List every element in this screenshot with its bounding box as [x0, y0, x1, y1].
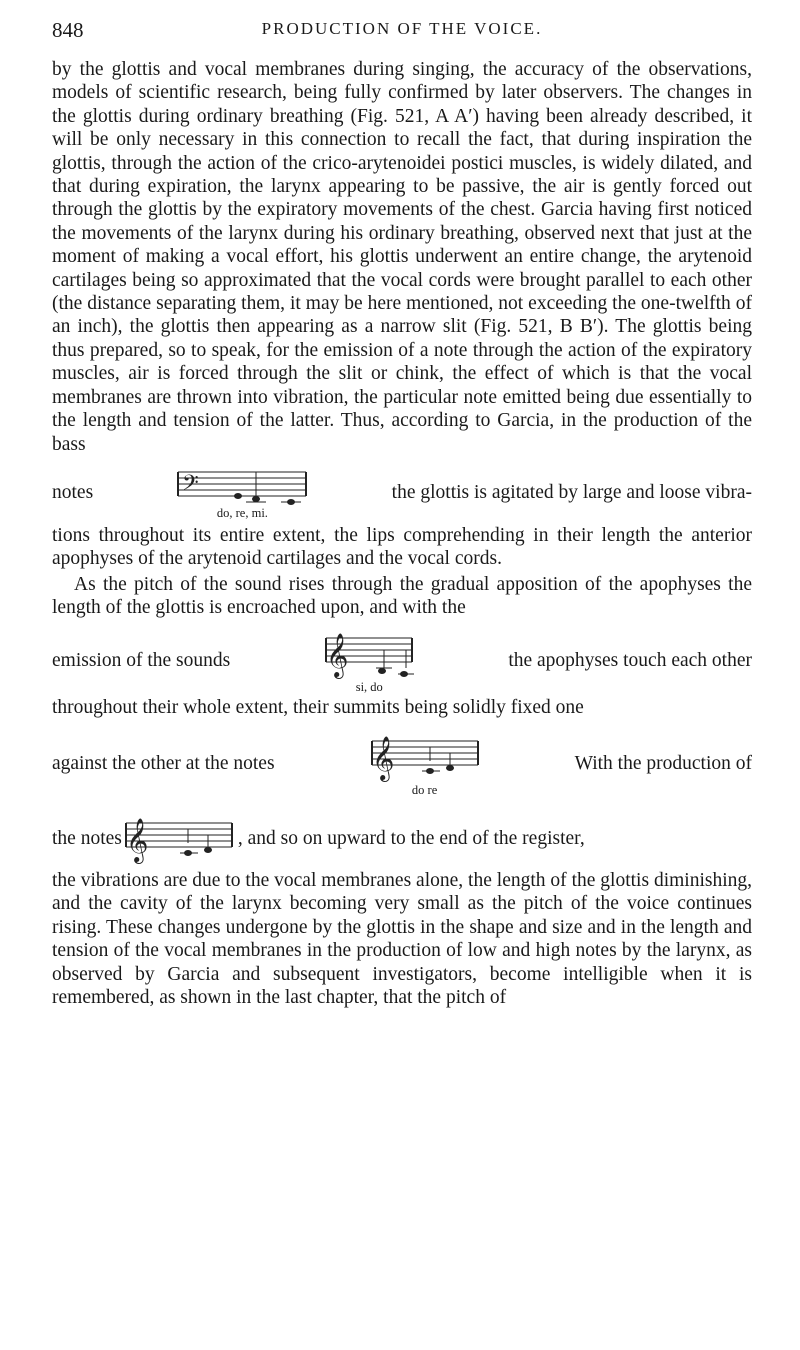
paragraph-1: by the glottis and vocal membranes during singing, the accuracy of the observations, models of scientific research, being fully confirmed by later observers. The changes in the glottis during ordinary breathing (Fig. 521, A A′) having been already described, it will be only necessary in this connection to recall the fact, that during inspiration the glottis, through the action of the crico-arytenoidei postici muscles, is widely dilated, and that during expiration, the larynx appearing to be passive, the air is gently forced out through the glottis by the expiratory movements of the chest. Garcia having first noticed the movements of the larynx during his ordinary breathing, observed next that just at the moment of making a vocal effort, his glottis underwent an entire change, the arytenoid cartilages being so approximated that the vocal cords were brought parallel to each other (the distance separating them, it may be here mentioned, not exceeding the one-twelfth of an inch), the glottis then appearing as a narrow slit (Fig. 521, B B′). The glottis being thus prepared, so to speak, for the emission of a note through the action of the expiratory muscles, air is forced through the slit or chink, the effect of which is that the vocal membranes are thrown into vibration, the particular note emitted being due essentially to the length and tension of the latter. Thus, according to Garcia, in the production of the bass — [52, 59, 752, 455]
music-example-treble-clef-3 — [124, 813, 234, 865]
music-example-treble-clef-1 — [324, 628, 414, 694]
music-line-2 — [52, 628, 752, 694]
running-head: PRODUCTION OF THE VOICE. — [261, 19, 543, 38]
paragraph-1-continuation: tions throughout its entire extent, the lips comprehending in their length the anterior apophyses of the arytenoid cartilages and the vocal cords. — [52, 524, 752, 570]
music-line-1 — [52, 466, 752, 520]
music-4-before-text: the notes — [52, 828, 122, 850]
svg-text:𝄞: 𝄞 — [125, 817, 149, 862]
music-1-syllables: do, re, mi. — [216, 505, 268, 520]
svg-text:𝄞: 𝄞 — [371, 735, 395, 780]
staff-treble-clef-3-icon — [124, 813, 234, 865]
svg-text:𝄢: 𝄢 — [182, 470, 200, 501]
music-1-after-text: the glottis is agitated by large and loose vibra- — [391, 482, 752, 504]
music-example-treble-clef-2 — [370, 731, 480, 797]
music-2-before-text: emission of the sounds — [52, 649, 231, 671]
staff-bass-clef-icon — [176, 466, 308, 506]
paragraph-2-start: As the pitch of the sound rises through the gradual apposition of the apophyses the length of the glottis is encroached upon, and with the — [52, 573, 752, 619]
page-body — [52, 58, 752, 1009]
svg-text:𝄞: 𝄞 — [326, 632, 349, 677]
music-3-after-text: With the production of — [574, 753, 752, 775]
music-3-syllables: do re — [411, 782, 438, 797]
music-1-before-text: notes — [52, 482, 94, 504]
music-4-after-text: , and so on upward to the end of the register, — [237, 828, 585, 850]
page-header — [52, 18, 752, 48]
music-example-bass-clef — [176, 466, 308, 520]
paragraph-2-end: the vibrations are due to the vocal membranes alone, the length of the glottis diminishing, and the cavity of the larynx becoming very small as the pitch of the voice continues rising. These changes undergone by the glottis in the shape and size and in the length and tension of the vocal membranes in the production of low and high notes by the larynx, as observed by Garcia and subsequent investigators, become intelligible when it is remembered, as shown in the last chapter, that the pitch of — [52, 869, 752, 1008]
paragraph-2-line: throughout their whole extent, their summits being solidly fixed one — [52, 696, 584, 718]
music-3-before-text: against the other at the notes — [52, 753, 275, 775]
page-number: 848 — [52, 18, 84, 42]
music-line-3 — [52, 731, 752, 797]
music-line-4 — [52, 813, 752, 865]
music-2-syllables: si, do — [355, 679, 383, 694]
staff-treble-clef-2-icon — [370, 731, 480, 783]
music-2-after-text: the apophyses touch each other — [508, 649, 752, 671]
staff-treble-clef-icon — [324, 628, 414, 680]
